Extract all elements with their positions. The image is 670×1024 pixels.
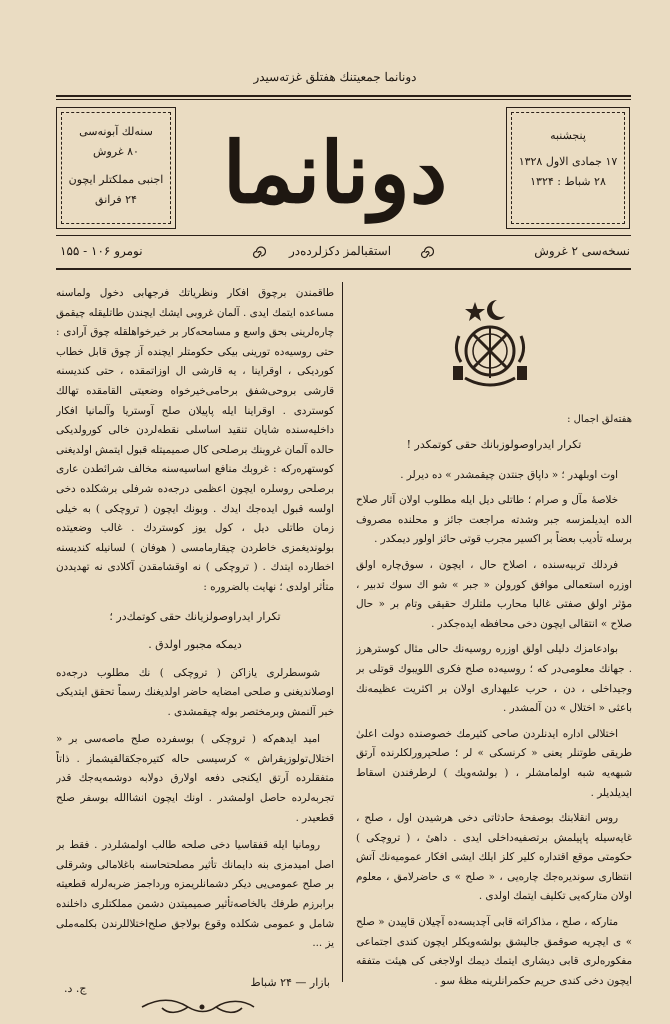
motto: استقبالمز دکزلرده‌در — [288, 244, 392, 258]
subscription-label: سنه‌لك آبونه‌سی — [79, 125, 153, 138]
spiral-ornament-icon — [418, 245, 434, 261]
section-label: هفته‌لق اجمال : — [567, 414, 632, 425]
date-hijri: ۱۷ جمادی الاول ۱۳۲۸ — [518, 155, 618, 168]
newspaper-title: دونانما — [222, 123, 448, 222]
foreign-label: اجنبی مملکتلر ایچون — [68, 173, 164, 186]
spiral-ornament-icon — [250, 245, 266, 261]
infobar-top-rule — [56, 235, 631, 236]
article-paragraph: اختلالی اداره ایدنلردن صاحی كثیرمك خصوصنده دولت اعلیٰ طریقی طوتنلر یعنی « كرنسكی » لر ؛ صلحپرورلكلرنده آرتق شبهه‌یه شبه اولمامشلر ، ( بولشه‌ویك ) لرطرفندن اسقاط ایدیلدیلر . — [356, 727, 632, 799]
masthead-tagline: دونانما جمعیتنك هفتلق غزته‌سیدر — [253, 70, 417, 84]
left-column — [56, 284, 334, 974]
article-signature: ج. د. — [64, 982, 87, 995]
masthead-top-rule — [56, 95, 631, 97]
article-paragraph: رومانیا ایله قفقاسیا دخی صلحه طالب اولمشلردر . فقط بر اصل امیدمزی بنه دایمانك تأثیر مصلحتحا‌سنه باغلامالی وشرقلی بر صلح عمومی‌یی دیكر دشمانلریمزه ورداجمز ضربه‌لرله قطعیته برابرزم طرفك بالخاصه‌تأثیر صمیمیتدن دشمن مملكتلری داخلنده شامل و عمومی شكلده وقوع بولاجق صلح‌اختلاللرندن بكلمه‌ملی یز ... — [56, 839, 334, 950]
right-column — [356, 410, 632, 1022]
price-label: نسخه‌سی ۲ غروش — [534, 244, 630, 258]
article-paragraph: بوادعامزك دلیلی اولق اوزره روسیه‌نك حالی مثال كوسترهرز . جهانك معلومی‌در كه ؛ روسیه‌ده صلح فكری اللویبوك قوتلی بر وجیداخلی ، دن ، حرب علیهداری اولان بر اكثریت عظیمه‌نك باعثی « اختلال » دن آلمشدر . — [356, 643, 632, 715]
decorative-flourish-icon — [138, 996, 258, 1018]
article-paragraph: متاركه ، صلح ، مذاكراته قابی آچدیسه‌ده آچیلان قاپیدن « صلح » ی ایچریه صوقمق جالیشق بولشه‌ویكلر ایچون كندی اجتماعی مفكوره‌لری قابی دیشاری ایتمك دیمك اولاجغی كی هیئت متفقه ایچون دخی كندی حریم حكمرانلرینه مظهٔ سو . — [356, 916, 632, 987]
foreign-price: ۲۴ فرانق — [95, 193, 137, 206]
subscription-price: ۸۰ غروش — [93, 145, 139, 158]
date-weekday: پنجشنبه — [550, 129, 586, 142]
column-divider — [342, 282, 343, 982]
article-paragraph: روس انقلابنك بوصفحهٔ حادثاتی دخی هرشیدن اول ، صلح ، غایه‌سیله پاپیلمش برتصفیه‌داخلی ایدی . داهیٔ ، ( تروچكی ) حكومتی موقع اقتداره كلیر كلز ایلك ایشی افكار عمومیه‌نك آتش انتظاری سوندیره‌جك چاره‌یی ، « صلح » ی حاضرلامق ، معلوم اولان متاركه‌یی تكلیف ایتمك اولدی . — [356, 812, 632, 903]
date-rumi: ۲۸ شباط : ۱۳۲۴ — [530, 175, 606, 188]
article-paragraph: خلاصهٔ مآل و صرام ؛ طاتلی دیل ایله مطلوب اولان آثار صلاح الده ایدیلمزسه جبر وشدته مراجعت جائز و محلنده مصروف برسله تأدیب بعضاً بر اكسیر مجرب قوتی حائز اولور دیمكدر . — [356, 494, 632, 546]
article-paragraph: فردلك تربیه‌سنده ، اصلاح حال ، ایچون ، سوق‌چاره اولق اوزره استعمالی موافق كورولن « جبر » شو اك سوك تدبیر ، مؤثر اولق صفتی غالبا محارب ملتلرك حقیقی وتام بر « حال صلاح » انتقالی ایچون دخی محافظه ایده‌جكدر . — [356, 558, 632, 630]
article-paragraph: امید ایدهم‌كه ( تروچكی ) بوسفرده صلح ماصه‌سی بر « اختلال‌تولوزیقراش » كرسیسی حاله كتیره‌جكقالقیشماز . ذاتاً متفقلرده آرتق ایكنجی دفعه اولارق دولابه دوشمه‌یه‌جك قدر تجربه‌لرده حاصل اولمشدر . اونك ایچون انشاالله بوسفر صلح قطعیدر . — [56, 733, 334, 824]
article-paragraph: طاقمندن برچوق افكار ونظریاتك فرجهابی دخول ولماسنه مساعده ایتمك ایدی . آلمان غروبی ایشك ایچندن طاتلیقله چیقمق چاره‌لرینی بحق واسع و مسامحه‌كار بر خیرخواهلقله چوق آرادی : حتی روسیه‌ده تورینی بیكی حكومتلر ایچنده آز چوق قابل خطاب كوردیكی ، اوقراینا ، یه قارشی ال اوزاتمقده ، حتی كندیسنه قارشی بروحی‌شفق برحامی‌خیرخواه وضعیتی القامقده تهالك كوستردی . اوقراینا ایله پاپیلان صلح آوستریا وآلمانیا افكار داخلیه‌سنده شایان تنقید اساسلی نقطه‌لردن خالی كورولدیكی حالده آلمان غروبنك برصلحی كال صمیمیتله قبول ایتمش اولدیغنی كوستهره‌ركه : غروبك منافع اساسیه‌سنه مخالف شرائطدن عاری برصلحی روسلره ایچون اعظمی درجه‌ده شرفلی برشكلده دخی اولسه قبول ایده‌جك ایدك . وبونك ایچون ( تروچكی ) به خیلی زمان طاتلی دیل ، كول یوز كوستردك . غالب وضعیتده بولوندیغمزی خاطردن چیقارمامسی ( هوفان ) لسانیله كندیسنه اخطارده ایتدك . ( تروچكی ) نه اوقشامقدن آكلادی نه تهدیددن متأثر اولدی ؛ نهایت بالضروره : — [56, 287, 334, 593]
article-headline: تكرار ایدراوصولوزبانك حقی كوتمكدر ! — [406, 437, 582, 451]
masthead-top-rule-thin — [56, 99, 631, 100]
article-quote: تكرار ایدراوصولزیانك حقی كوتمك‌در ؛ — [109, 609, 281, 623]
article-subheading: دیمكه مجبور اولدق . — [148, 637, 242, 651]
navy-emblem-icon — [445, 296, 535, 392]
issue-number: نومرو ۱۰۶ - ۱۵۵ — [60, 244, 143, 258]
article-paragraph: اوت اوبلهدر ؛ « داپاق جنتدن چیقمشدر » ده دیرلر . — [400, 468, 618, 481]
subscription-box — [56, 107, 176, 229]
article-paragraph: شوسطرلری یازاكن ( تروچكی ) نك مطلوب درجه‌ده اوصلاندیغنی و صلحی امضایه حاضر اولدیغنك رسماً تحقق ایتدیكی خبر آلنمش وبرمختصر بوله چیقمشدی . — [56, 666, 334, 718]
infobar-bottom-rule — [56, 268, 631, 270]
article-date-line: بازار — ۲۴ شباط — [250, 976, 330, 989]
date-box — [506, 107, 630, 229]
